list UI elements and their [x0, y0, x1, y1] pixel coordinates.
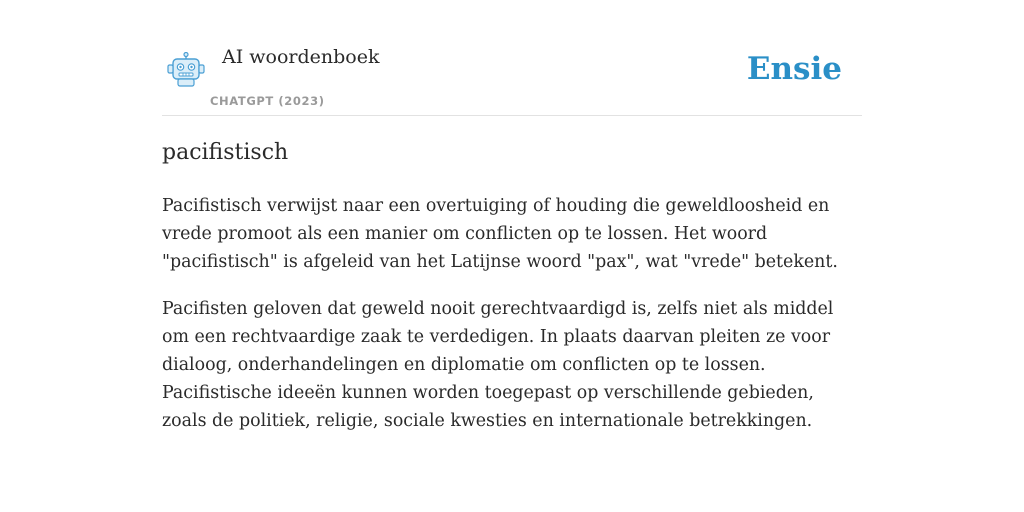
definition-paragraph: Pacifisten geloven dat geweld nooit gerechtvaardigd is, zelfs niet als middel om een rechtvaardige zaak te verdedigen. In plaats daarvan pleiten ze voor dialoog, onderhandelingen en diplomatie om conflicten op te lossen. Pacifistische ideeën kunnen worden toegepast op verschillende gebieden, zoals de politiek, religie, sociale kwesties en internationale betrekkingen. — [162, 299, 834, 431]
robot-icon — [166, 52, 206, 88]
headword: pacifistisch — [162, 140, 289, 165]
source-subtitle: CHATGPT (2023) — [210, 94, 325, 108]
definition-content — [162, 192, 862, 454]
brand-logo-link[interactable]: Ensie — [746, 51, 842, 87]
definition-paragraph: Pacifistisch verwijst naar een overtuiging of houding die geweldloosheid en vrede promoot als een manier om conflicten op te lossen. Het woord "pacifistisch" is afgeleid van het Latijnse woord "pax", wat "vrede" betekent. — [162, 196, 838, 272]
header — [162, 40, 862, 116]
source-title: AI woordenboek — [222, 46, 380, 68]
